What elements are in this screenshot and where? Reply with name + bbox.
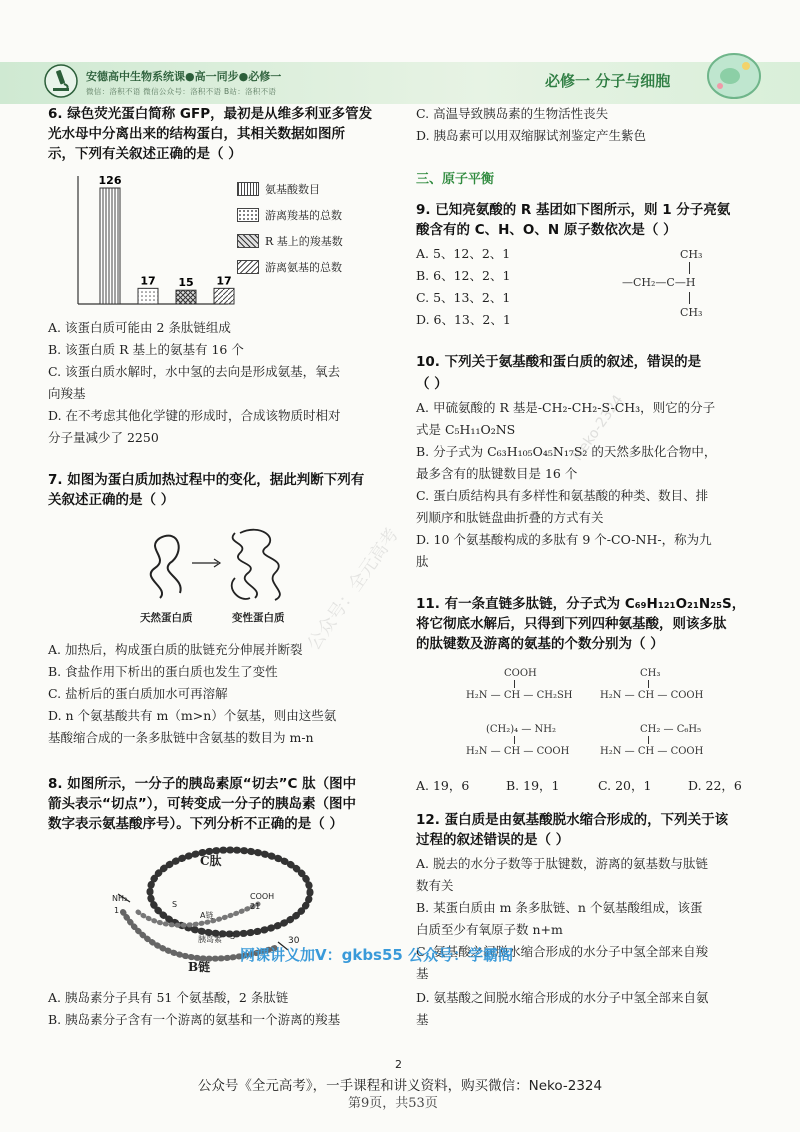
aa1-top: COOH <box>504 668 537 679</box>
q10-stem-line-1: 10. 下列关于氨基酸和蛋白质的叙述，错误的是 <box>416 354 702 370</box>
q6-option-b: B. 该蛋白质 R 基上的氨基有 16 个 <box>48 342 244 357</box>
q8-option-b: B. 胰岛素分子含有一个游离的氨基和一个游离的羧基 <box>48 1012 341 1027</box>
label-one: 1 <box>114 906 120 915</box>
footer-text: 公众号《全元高考》，一手课程和讲义资料，购买微信：Neko-2324 <box>197 1078 603 1094</box>
bond-line <box>648 680 649 688</box>
label-native-protein: 天然蛋白质 <box>140 612 193 624</box>
q12-option-d: D. 氨基酸之间脱水缩合形成的水分子中氢全部来自氨 <box>416 990 709 1005</box>
q12-option-b: B. 某蛋白质由 m 条多肽链、n 个氨基酸组成，该蛋 <box>416 900 703 915</box>
q10-option-d: D. 10 个氨基酸构成的多肽有 9 个-CO-NH-，称为九 <box>416 532 712 547</box>
aa1-bottom: H₂N — CH — CH₂SH <box>466 690 573 701</box>
q11-stem-line-2: 将它彻底水解后，只得到下列四种氨基酸，则该多肽 <box>416 616 727 632</box>
c-peptide-chain <box>150 850 310 934</box>
bar-value-label-2: 17 <box>140 274 156 288</box>
bar-4 <box>214 288 234 304</box>
q6-stem-line-3: 示，下列有关叙述正确的是（ ） <box>48 146 242 162</box>
q10-option-b: B. 分子式为 C₆₃H₁₀₅O₄₅N₁₇S₂ 的天然多肽化合物中， <box>416 444 717 459</box>
label-cooh: COOH <box>250 892 275 901</box>
q8-option-a: A. 胰岛素分子具有 51 个氨基酸，2 条肽链 <box>48 990 289 1005</box>
q7-stem-line-1: 7. 如图为蛋白质加热过程中的变化，据此判断下列有 <box>48 472 365 488</box>
header-book-title: 必修一 分子与细胞 <box>545 72 671 90</box>
bar-1 <box>100 188 120 304</box>
legend-r-carboxyl: R 基上的羧基数 <box>237 234 259 251</box>
q10-stem-line-2: （ ） <box>416 376 448 392</box>
label-insulin: 胰岛素 <box>198 935 222 944</box>
page-number: 2 <box>395 1058 402 1071</box>
label-nh2: NH₂ <box>112 894 128 903</box>
q7-option-d-cont: 基酸缩合成的一条多肽链中含氨基的数目为 m-n <box>48 730 314 745</box>
q6-option-d-cont: 分子量减少了 2250 <box>48 430 159 445</box>
watermark-diagonal: 公众号：全元高考 <box>303 524 404 655</box>
bar-2 <box>138 288 158 304</box>
bar-value-label-1: 126 <box>98 174 122 187</box>
header-subline: 微信：洛积不语 微信公众号：洛积不语 B站：洛积不语 <box>86 87 277 96</box>
q6-option-c: C. 该蛋白质水解时，水中氢的去向是形成氨基，氧去 <box>48 364 341 379</box>
bond-line <box>514 736 515 744</box>
q12-option-c: C. 氨基酸之间脱水缩合形成的水分子中氢全部来自羧 <box>416 944 709 959</box>
bond-line <box>689 292 690 304</box>
legend-free-carboxyl: 游离羧基的总数 <box>237 208 259 225</box>
header-title: 安德高中生物系统课●高一同步●必修一 <box>86 70 282 83</box>
q6-option-a: A. 该蛋白质可能由 2 条肽链组成 <box>48 320 231 335</box>
section-heading: 三、原子平衡 <box>416 172 495 187</box>
q11-option-d: D. 22，6 <box>688 778 742 793</box>
aa4-bottom: H₂N — CH — COOH <box>600 746 704 757</box>
bond-line <box>648 736 649 744</box>
q9-option-b: B. 6、12、2、1 <box>416 268 511 283</box>
aa3-bottom: H₂N — CH — COOH <box>466 746 570 757</box>
label-21: 21 <box>250 902 261 911</box>
q11-option-c: C. 20，1 <box>598 778 652 793</box>
label-30: 30 <box>288 936 300 946</box>
q12-option-b-cont: 白质至少有氧原子数 n+m <box>416 922 563 937</box>
q6-option-d: D. 在不考虑其他化学键的形成时，合成该物质时相对 <box>48 408 341 423</box>
q12-option-a: A. 脱去的水分子数等于肽键数，游离的氨基数与肽链 <box>416 856 708 871</box>
microscope-logo-icon <box>44 64 78 98</box>
legend-free-amino: 游离氨基的总数 <box>237 260 259 277</box>
legend-amino-acid-count: 氨基酸数目 <box>237 182 259 199</box>
q7-option-a: A. 加热后，构成蛋白质的肽链充分伸展并断裂 <box>48 642 303 657</box>
q8-option-d: D. 胰岛素可以用双缩脲试剂鉴定产生紫色 <box>416 128 647 143</box>
q10-option-c: C. 蛋白质结构具有多样性和氨基酸的种类、数目、排 <box>416 488 709 503</box>
q9-stem-line-1: 9. 已知亮氨酸的 R 基团如下图所示，则 1 分子亮氨 <box>416 202 731 218</box>
q9-option-a: A. 5、12、2、1 <box>416 246 511 261</box>
q7-option-c: C. 盐析后的蛋白质加水可再溶解 <box>48 686 228 701</box>
q11-option-a: A. 19，6 <box>416 778 470 793</box>
leucine-r-top: CH₃ <box>680 248 703 261</box>
q11-option-b: B. 19，1 <box>506 778 560 793</box>
q12-option-a-cont: 数有关 <box>416 878 454 893</box>
q9-option-d: D. 6、13、2、1 <box>416 312 511 327</box>
aa3-top: (CH₂)₄ — NH₂ <box>486 724 557 735</box>
bond-line <box>514 680 515 688</box>
q9-stem-line-2: 酸含有的 C、H、O、N 原子数依次是（ ） <box>416 222 677 238</box>
protein-denaturation-figure <box>140 518 300 608</box>
leucine-r-bottom: CH₃ <box>680 306 703 319</box>
aa2-top: CH₃ <box>640 668 661 679</box>
q12-stem-line-1: 12. 蛋白质是由氨基酸脱水缩合形成的，下列关于该 <box>416 812 729 828</box>
leucine-r-middle: —CH₂—C—H <box>622 276 696 289</box>
q12-stem-line-2: 过程的叙述错误的是（ ） <box>416 832 570 848</box>
q10-option-b-cont: 最多含有的肽键数目是 16 个 <box>416 466 578 481</box>
q7-option-d: D. n 个氨基酸共有 m（m>n）个氨基，则由这些氨 <box>48 708 337 723</box>
q11-stem-line-3: 的肽键数及游离的氨基的个数分别为（ ） <box>416 636 664 652</box>
q10-option-d-cont: 肽 <box>416 554 429 569</box>
q6-option-c-cont: 向羧基 <box>48 386 86 401</box>
q6-stem-line-2: 光水母中分离出来的结构蛋白，其相关数据如图所 <box>48 126 345 142</box>
q10-option-a-cont: 式是 C₅H₁₁O₂NS <box>416 422 516 437</box>
q8-stem-line-1: 8. 如图所示，一分子的胰岛素原“切去”C 肽（图中 <box>48 776 357 792</box>
label-s-2: S <box>230 932 236 941</box>
q6-stem-line-1: 6. 绿色荧光蛋白简称 GFP，最初是从维多利亚多管发 <box>48 106 373 122</box>
aa2-bottom: H₂N — CH — COOH <box>600 690 704 701</box>
q10-option-c-cont: 列顺序和肽链盘曲折叠的方式有关 <box>416 510 604 525</box>
label-b-chain: B链 <box>188 960 211 974</box>
watermark-code: Neko-2324 <box>569 392 627 464</box>
q11-stem-line-1: 11. 有一条直链多肽链，分子式为 C₆₉H₁₂₁O₂₁N₂₅S， <box>416 596 746 612</box>
bar-value-label-3: 15 <box>178 276 194 290</box>
q9-option-c: C. 5、13、2、1 <box>416 290 511 305</box>
q7-stem-line-2: 关叙述正确的是（ ） <box>48 492 175 508</box>
q10-option-a: A. 甲硫氨酸的 R 基是-CH₂-CH₂-S-CH₃，则它的分子 <box>416 400 716 415</box>
q12-option-d-cont: 基 <box>416 1012 429 1027</box>
q8-stem-line-3: 数字表示氨基酸序号）。下列分析不正确的是（ ） <box>48 816 343 832</box>
label-s-1: S <box>172 900 178 909</box>
q12-option-c-cont: 基 <box>416 966 429 981</box>
cell-illustration-icon <box>700 46 764 104</box>
bond-line <box>689 262 690 274</box>
aa4-top: CH₂ — C₆H₅ <box>640 724 702 735</box>
q7-option-b: B. 食盐作用下析出的蛋白质也发生了变性 <box>48 664 278 679</box>
bar-value-label-4: 17 <box>216 274 232 288</box>
label-a-chain: A链 <box>200 911 214 920</box>
watermark-contact: 网课讲义加V：gkbs55 公众号：学霸阁 <box>240 946 514 964</box>
label-c-peptide: C肽 <box>200 854 222 868</box>
bar-3 <box>176 290 196 304</box>
label-denatured-protein: 变性蛋白质 <box>232 612 285 624</box>
q8-stem-line-2: 箭头表示“切点”），可转变成一分子的胰岛素（图中 <box>48 796 356 812</box>
q8-option-c: C. 高温导致胰岛素的生物活性丧失 <box>416 106 609 121</box>
page-of-total: 第9页，共53页 <box>348 1096 438 1111</box>
